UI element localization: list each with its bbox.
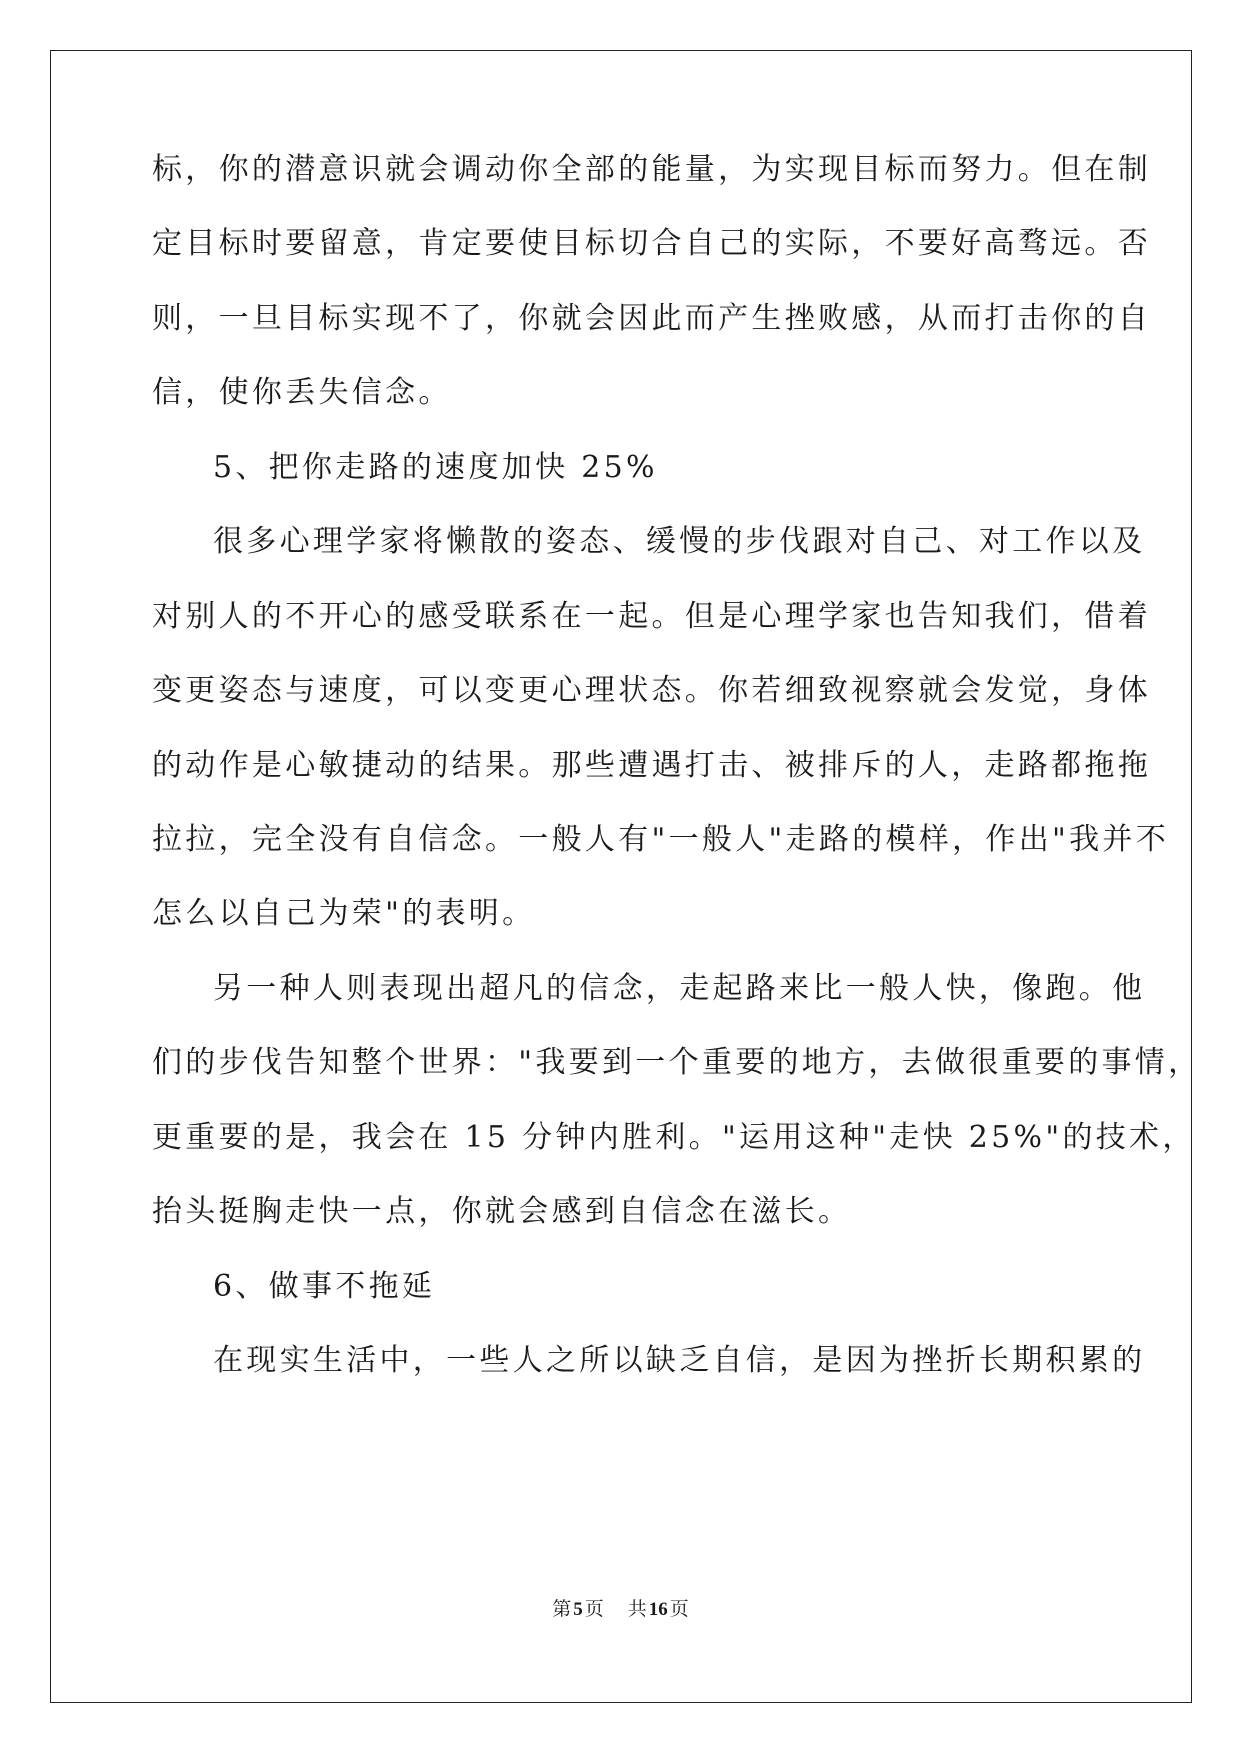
footer-total-suffix: 页 xyxy=(669,1598,689,1620)
paragraph-line: 很多心理学家将懒散的姿态、缓慢的步伐跟对自己、对工作以及 xyxy=(213,524,1146,559)
paragraph-line: 抬头挺胸走快一点，你就会感到自信念在滋长。 xyxy=(152,1194,852,1229)
paragraph-line: 拉拉，完全没有自信念。一般人有"一般人"走路的模样，作出"我并不 xyxy=(152,822,1169,857)
footer-prefix: 第 xyxy=(552,1598,572,1620)
footer-total-pages: 16 xyxy=(648,1599,668,1620)
section-heading-6: 6、做事不拖延 xyxy=(213,1269,436,1304)
footer-page-number: 5 xyxy=(573,1599,583,1620)
footer-total-prefix: 共 xyxy=(627,1598,647,1620)
paragraph-line: 在现实生活中，一些人之所以缺乏自信，是因为挫折长期积累的 xyxy=(213,1343,1146,1378)
page-border xyxy=(50,50,1192,1703)
paragraph-line: 定目标时要留意，肯定要使目标切合自己的实际，不要好高骛远。否 xyxy=(152,226,1151,261)
paragraph-line: 则，一旦目标实现不了，你就会因此而产生挫败感，从而打击你的自 xyxy=(152,301,1151,336)
paragraph-line: 们的步伐告知整个世界："我要到一个重要的地方，去做很重要的事情， xyxy=(152,1045,1202,1080)
paragraph-line: 另一种人则表现出超凡的信念，走起路来比一般人快，像跑。他 xyxy=(213,971,1146,1006)
paragraph-line: 标，你的潜意识就会调动你全部的能量，为实现目标而努力。但在制 xyxy=(152,152,1151,187)
paragraph-line: 更重要的是，我会在 15 分钟内胜利。"运用这种"走快 25%"的技术， xyxy=(152,1120,1196,1155)
paragraph-line: 怎么以自己为荣"的表明。 xyxy=(152,896,536,931)
paragraph-line: 变更姿态与速度，可以变更心理状态。你若细致视察就会发觉，身体 xyxy=(152,673,1151,708)
paragraph-line: 对别人的不开心的感受联系在一起。但是心理学家也告知我们，借着 xyxy=(152,599,1151,634)
page-footer xyxy=(0,1598,1241,1621)
paragraph-line: 信，使你丢失信念。 xyxy=(152,375,452,410)
footer-page-suffix: 页 xyxy=(584,1598,604,1620)
paragraph-line: 的动作是心敏捷动的结果。那些遭遇打击、被排斥的人，走路都拖拖 xyxy=(152,748,1151,783)
section-heading-5: 5、把你走路的速度加快 25% xyxy=(213,450,658,485)
